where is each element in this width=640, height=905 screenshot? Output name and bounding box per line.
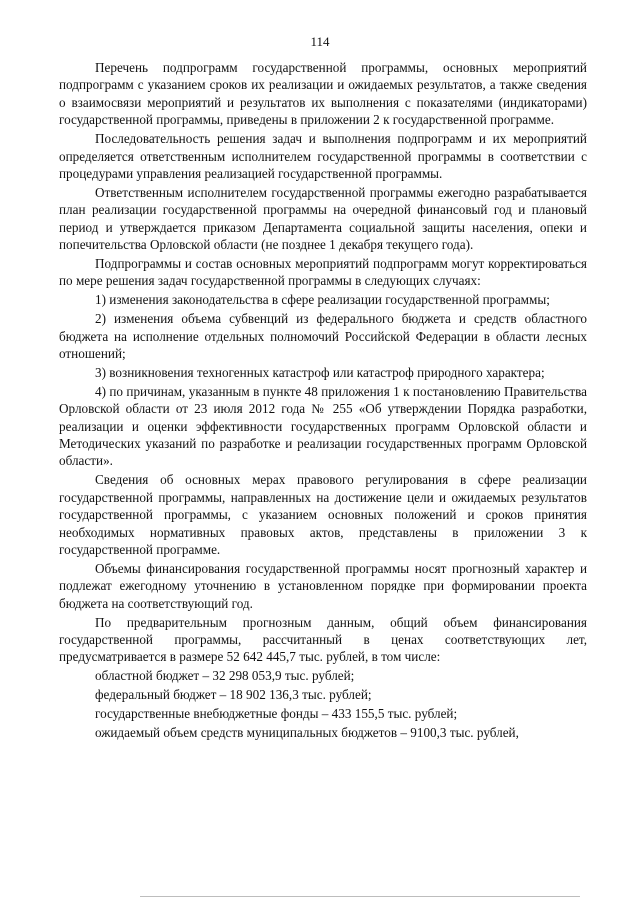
list-item-case-4: 4) по причинам, указанным в пункте 48 приложения 1 к постановлению Правительства Орловской области от 23 июля 2012 года № 255 «Об утверждении Порядка разработки, реализации и оценки эффективности государственных программ Орловской области и Методических указаний по разработке и реализации государственных программ Орловской области». bbox=[59, 383, 587, 469]
page-number: 114 bbox=[310, 34, 330, 49]
list-item-federal-budget: федеральный бюджет – 18 902 136,3 тыс. рублей; bbox=[95, 687, 372, 703]
list-item-case-2: 2) изменения объема субвенций из федерального бюджета и средств областного бюджета на исполнение отдельных полномочий Российской Федерации в области лесных отношений; bbox=[59, 311, 587, 361]
list-item-extrabudgetary-funds: государственные внебюджетные фонды – 433 155,5 тыс. рублей; bbox=[95, 706, 458, 722]
paragraph-legal-regulation: Сведения об основных мерах правового регулирования в сфере реализации государственной программы, направленных на достижение цели и ожидаемых результатов государственной программы, с указанием основных положений и сроков принятия необходимых нормативных правовых актов, представлены в приложении 3 к государственной программе. bbox=[59, 472, 587, 557]
list-item-case-3: 3) возникновения техногенных катастроф или катастроф природного характера; bbox=[95, 364, 545, 380]
list-item-regional-budget: областной бюджет – 32 298 053,9 тыс. рублей; bbox=[95, 668, 355, 684]
paragraph-subprograms-list: Перечень подпрограмм государственной программы, основных мероприятий подпрограмм с указанием сроков их реализации и ожидаемых результатов, а также сведения о взаимосвязи мероприятий и результатов их выполнения с показателями (индикаторами) государственной программы, приведены в приложении 2 к государственной программе. bbox=[59, 60, 587, 128]
paragraph-adjustment-cases: Подпрограммы и состав основных мероприятий подпрограмм могут корректироваться по мере решения задач государственной программы в следующих случаях: bbox=[59, 255, 587, 289]
document-body bbox=[59, 59, 587, 743]
bottom-divider bbox=[140, 896, 580, 897]
paragraph-sequence: Последовательность решения задач и выполнения подпрограмм и их мероприятий определяется ответственным исполнителем государственной программы в соответствии с процедурами управления реализацией государственной программы. bbox=[59, 131, 587, 181]
paragraph-financing-volumes: Объемы финансирования государственной программы носят прогнозный характер и подлежат ежегодному уточнению в установленном порядке при формировании проекта бюджета на соответствующий год. bbox=[59, 560, 587, 611]
list-item-case-1: 1) изменения законодательства в сфере реализации государственной программы; bbox=[95, 292, 550, 308]
paragraph-total-financing: По предварительным прогнозным данным, общий объем финансирования государственной программы, рассчитанный в ценах соответствующих лет, предусматривается в размере 52 642 445,7 тыс. рублей, в том числе: bbox=[59, 614, 587, 665]
paragraph-implementation-plan: Ответственным исполнителем государственной программы ежегодно разрабатывается план реализации государственной программы на очередной финансовый год и плановый период и утверждается приказом Департамента социальной защиты населения, опеки и попечительства Орловской области (не позднее 1 декабря текущего года). bbox=[59, 184, 587, 253]
list-item-municipal-budgets: ожидаемый объем средств муниципальных бюджетов – 9100,3 тыс. рублей, bbox=[95, 725, 519, 741]
